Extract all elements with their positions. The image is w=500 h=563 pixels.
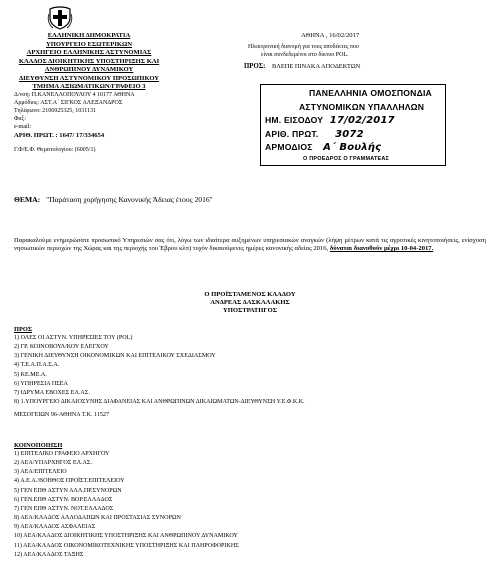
stamp-entry-row — [265, 114, 441, 128]
list-item: 6) ΥΠΗΡΕΣΙΑ ΠΣΕΑ — [14, 380, 68, 387]
list-item: 2) ΑΕΑ/ΥΠΑΡΧΗΓΟΣ ΕΛ.ΑΣ. — [14, 460, 93, 467]
list-item: 7) ΙΔΡΥΜΑ ΕΒΟΧΕΣ ΕΛ.ΑΣ. — [14, 389, 90, 396]
protocol-number: ΑΡΙΘ. ΠΡΩΤ. : 1647/ 17/334654 — [14, 132, 105, 139]
stamp-proto-row — [265, 128, 441, 142]
header-line: ΥΠΟΥΡΓΕΙΟ ΕΣΩΤΕΡΙΚΩΝ — [45, 40, 133, 48]
address-line: Δ/νση: Π.ΚΑΝΕΛΛΟΠΟΥΛΟΥ 4 10177 ΑΘΗΝΑ — [14, 92, 135, 98]
cc-list — [14, 450, 239, 560]
header-line: ΔΙΕΥΘΥΝΣΗ ΑΣΤΥΝΟΜΙΚΟΥ ΠΡΟΣΩΠΙΚΟΥ — [18, 74, 160, 82]
subject-line — [14, 195, 213, 204]
list-item: 9) ΑΕΑ/ΚΛΑΔΟΣ ΑΣΦΑΛΕΙΑΣ — [14, 524, 96, 531]
recipients-address: ΜΕΣΟΓΕΙΩΝ 96-ΑΘΗΝΑ Τ.Κ. 11527 — [14, 412, 110, 418]
stamp-footer: Ο ΠΡΟΕΔΡΟΣ Ο ΓΡΑΜΜΑΤΕΑΣ — [303, 155, 390, 162]
to-label: ΠΡΟΣ: — [244, 63, 266, 70]
list-item: 8) ΑΕΑ/ΚΛΑΔΟΣ ΑΛΛΟΔΑΠΩΝ ΚΑΙ ΠΡΟΣΤΑΣΙΑΣ ΣΥΝΟΡΩΝ — [14, 515, 181, 522]
list-item: 1) ΟΛΕΣ ΟΙ ΑΣΤΥΝ. ΥΠΗΡΕΣΙΕΣ ΤΟΥ (POL) — [14, 335, 133, 341]
header-line: ΤΜΗΜΑ ΑΞΙΩΜΑΤΙΚΩΝ/ΓΡΑΦΕΙΟ 3 — [32, 83, 146, 90]
greek-emblem-icon — [47, 6, 73, 30]
body-text: Παρακαλούμε ενημερώσατε προσωπικό Υπηρεσιών σας ότι, λόγω των ιδιαίτερα αυξημένων υπηρεσιακών αναγκών (λήψη μέτρων κατά τις αγροτικές κινητοποιήσεις, ενίσχυση νησιωτικών περιοχών της Χώρας και της περιοχής του Έβρου κλπ) τυχόν δικαιούμενες ημέρες κανονικής αδείας 2016, — [14, 237, 486, 253]
received-stamp — [260, 84, 446, 166]
phone-line: Τηλέφωνο: 2106925325, 1031131 — [14, 108, 97, 114]
list-item: 4) Α.Ε.Α./ΒΟΗΘΟΣ ΠΡΟΪΣΤ.ΕΠΙΤΕΛΕΙΟΥ — [14, 478, 125, 485]
body-paragraph — [14, 237, 486, 254]
stamp-line: ΠΑΝΕΛΛΗΝΙΑ ΟΜΟΣΠΟΝΔΙΑ — [309, 88, 432, 98]
to-value: ΒΛΕΠΕ ΠΙΝΑΚΑ ΑΠΟΔΕΚΤΩΝ — [272, 63, 361, 70]
stamp-resp-value: Α΄ Βουλής — [323, 142, 382, 153]
body-deadline: δύναται διανυθούν μέχρι 10-04-2017. — [329, 245, 434, 253]
signature-block — [170, 291, 330, 316]
list-item: 6) ΓΕΝ.ΕΠΘ ΑΣΤΥΝ. ΒΟΡ.ΕΛΛΑΔΟΣ — [14, 496, 113, 503]
list-item: 11) ΑΕΑ/ΚΛΑΔΟΣ ΟΙΚΟΝΟΜΙΚΟΤΕΧΝΙΚΗΣ ΥΠΟΣΤΗΡΙΞΗΣ ΚΑΙ ΠΛΗΡΟΦΟΡΙΚΗΣ — [14, 542, 239, 549]
signatory-name: ΑΝΔΡΕΑΣ ΔΑΣΚΑΛΑΚΗΣ — [210, 299, 290, 307]
list-item: 3) ΓΕΝΙΚΗ ΔΙΕΥΘΥΝΣΗ ΟΙΚΟΝΟΜΙΚΩΝ ΚΑΙ ΕΠΙΤΕΛΙΚΟΥ ΣΧΕΔΙΑΣΜΟΥ — [14, 353, 216, 360]
stamp-resp-label: ΑΡΜΟΔΙΟΣ — [265, 142, 313, 152]
cc-label: ΚΟΙΝΟΠΟΙΗΣΗ — [14, 442, 63, 449]
list-item: 5) ΚΕ.ΜΕ.Α. — [14, 371, 47, 378]
header-line: ΑΝΘΡΩΠΙΝΟΥ ΔΥΝΑΜΙΚΟΥ — [44, 66, 134, 73]
stamp-entry-label: ΗΜ. ΕΙΣΟΔΟΥ — [265, 115, 324, 125]
list-item: 4) Τ.Ε.Α.Π.Α.Σ.Α. — [14, 362, 60, 369]
email-line: e-mail: — [14, 124, 31, 130]
header-line: ΚΛΑΔΟΣ ΔΙΟΙΚΗΤΙΚΗΣ ΥΠΟΣΤΗΡΙΞΗΣ ΚΑΙ — [18, 57, 160, 65]
recipients-label: ΠΡΟΣ — [14, 326, 33, 333]
stamp-proto-value: 3072 — [335, 128, 364, 140]
list-item: 1) ΕΠΙΤΕΛΙΚΟ ΓΡΑΦΕΙΟ ΑΡΧΗΓΟΥ — [14, 451, 110, 457]
signatory-rank: ΥΠΟΣΤΡΑΤΗΓΟΣ — [222, 307, 278, 315]
list-item: 7) ΓΕΝ ΕΠΘ ΑΣΤΥΝ. ΝΟΤ.ΕΛΛΑΔΟΣ — [14, 505, 114, 512]
document-date: ΑΘΗΝΑ , 16/02/2017 — [301, 32, 360, 39]
header-line: ΕΛΛΗΝΙΚΗ ΔΗΜΟΚΡΑΤΙΑ — [47, 32, 131, 39]
officer-line: Αρμόδιος: ΑΣΤ.Α΄ ΣΙΓΚΟΣ ΑΛΕΞΑΝΔΡΟΣ — [14, 100, 123, 106]
list-item: 2) ΓΡ. ΚΟΙΝΟΒΟΥΛ/ΚΟΥ ΕΛΕΓΧΟΥ — [14, 344, 109, 351]
list-item: 5) ΓΕΝ ΕΠΘ ΑΣΤΥΝ ΑΛΛ.ΠΡ.ΣΥΝΟΡΩΝ — [14, 487, 122, 494]
list-item: 3) ΑΕΑ/ΕΠΙΤΕΛΕΙΟ — [14, 469, 67, 476]
stamp-proto-label: ΑΡΙΘ. ΠΡΩΤ. — [265, 128, 319, 139]
list-item: 8) 1.ΥΠΟΥΡΓΕΙΟ ΔΙΚΑΙΟΣΥΝΗΣ ΔΙΑΦΑΝΕΙΑΣ ΚΑΙ ΑΝΘΡΩΠΙΝΩΝ ΔΙΚΑΙΩΜΑΤΩΝ-ΔΙΕΥΘΥΝΣΗ Υ.Ε.Φ.Κ.Κ. — [14, 399, 305, 406]
subject-text: "Παράταση χορήγησης Κανονικής Άδειας έτους 2016" — [46, 195, 213, 204]
stamp-entry-value: 17/02/2017 — [329, 115, 395, 126]
header-line: ΑΡΧΗΓΕΙΟ ΕΛΛΗΝΙΚΗΣ ΑΣΤΥΝΟΜΙΑΣ — [26, 49, 152, 56]
distribution-note: Ηλεκτρονική διανομή για τους αποδέκτες που — [248, 44, 359, 50]
stamp-resp-row — [265, 141, 441, 155]
issuer-header — [14, 32, 164, 92]
recipients-list — [14, 334, 305, 407]
list-item: 10) ΑΕΑ/ΚΛΑΔΟΣ ΔΙΟΙΚΗΤΙΚΗΣ ΥΠΟΣΤΗΡΙΞΗΣ ΚΑΙ ΑΝΘΡΩΠΙΝΟΥ ΔΥΝΑΜΙΚΟΥ — [14, 533, 238, 540]
list-item: 12) ΑΕΑ/ΚΛΑΔΟΣ ΤΑΞΗΣ — [14, 551, 84, 558]
distribution-note: είναι συνδεδεμένοι στο δίκτυο POL. — [261, 52, 349, 58]
stamp-line: ΑΣΤΥΝΟΜΙΚΩΝ ΥΠΑΛΛΗΛΩΝ — [299, 101, 425, 112]
signatory-title: Ο ΠΡΟΪΣΤΑΜΕΝΟΣ ΚΛΑΔΟΥ — [204, 291, 296, 298]
fax-line: Φαξ: — [14, 116, 26, 122]
file-code: Γ.Φ/Ε.Φ. Θεματολογίου: (6005/1) — [14, 147, 96, 153]
subject-label: ΘΕΜΑ: — [14, 195, 41, 204]
